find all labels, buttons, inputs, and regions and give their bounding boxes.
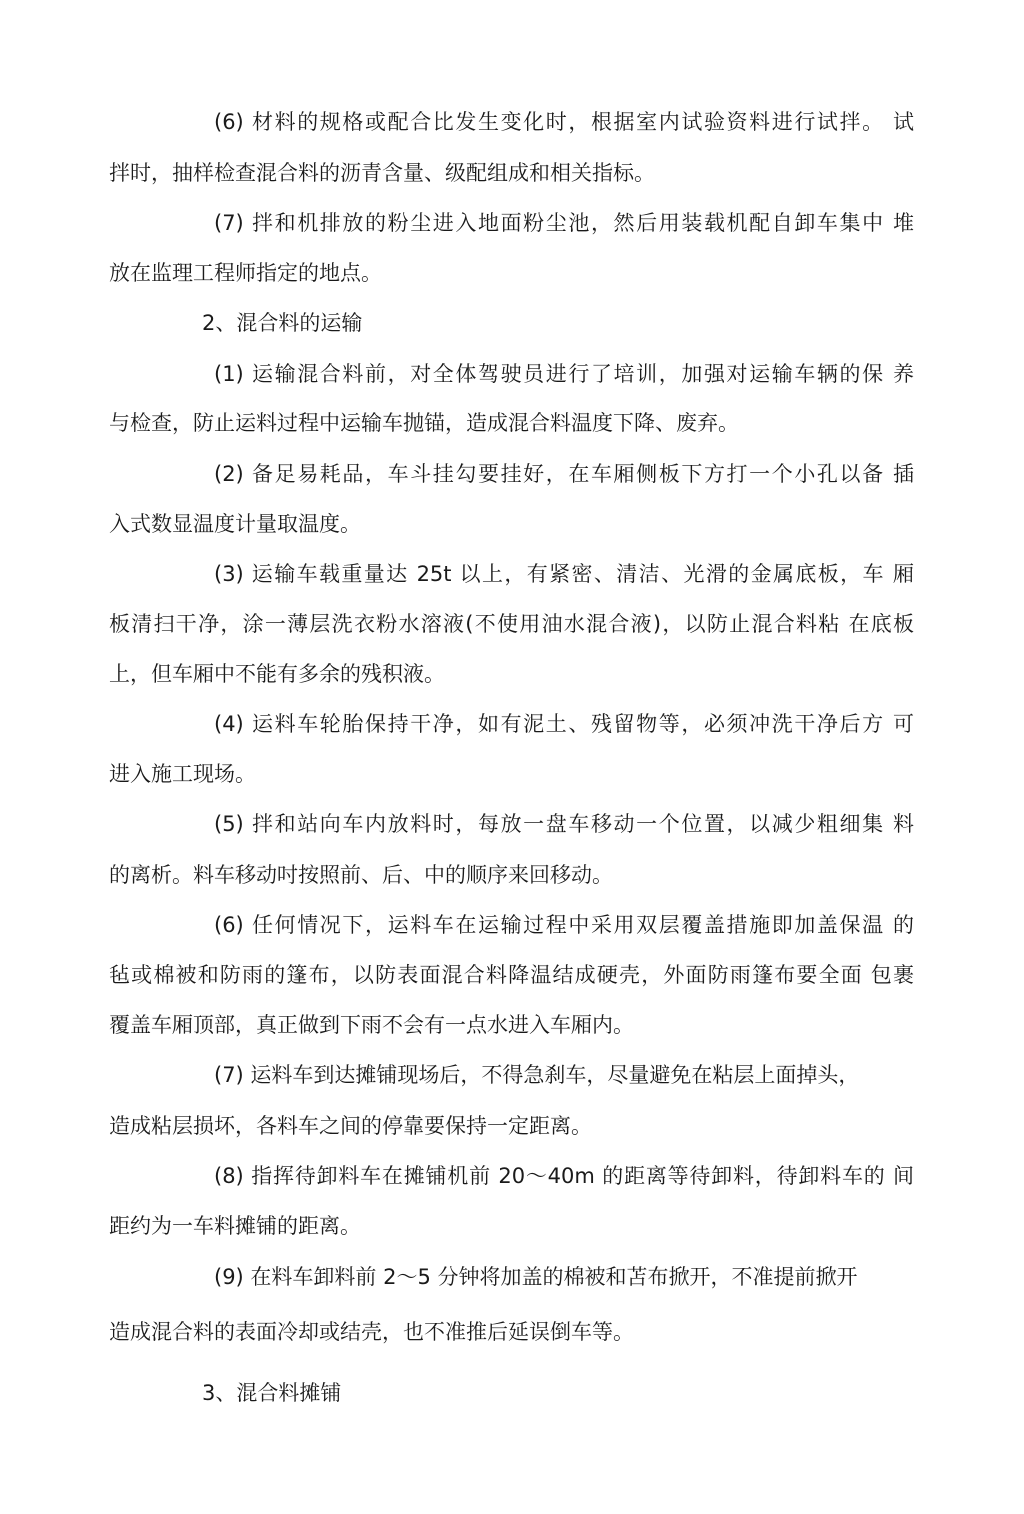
text-line: 的离析。料车移动吋按照前、后、中的顺序来回移动。 <box>109 863 613 887</box>
text-line: (7) 运料车到达摊铺现场后，不得急刹车，尽量避免在粘层上面掉头， <box>214 1063 860 1087</box>
text-line: (2) 备足易耗品，车斗挂勾要挂好，在车厢侧板下方打一个小孔以备 插 <box>214 462 914 486</box>
text-line: (3) 运输车载重量达 25t 以上，有紧密、清洁、光滑的金属底板，车 厢 <box>214 562 914 586</box>
text-line: (4) 运料车轮胎保持干净，如有泥土、残留物等，必须冲洗干净后方 可 <box>214 712 914 736</box>
text-line: 放在监理工程师指定的地点。 <box>109 261 382 285</box>
text-line: 距约为一车料摊铺的距离。 <box>109 1214 361 1238</box>
text-line: 覆盖车厢顶部，真正做到下雨不会有一点水进入车厢内。 <box>109 1013 634 1037</box>
text-line: (9) 在料车卸料前 2～5 分钟将加盖的棉被和苫布掀开，不准提前掀开 <box>214 1265 858 1289</box>
text-line: (6) 材料的规格或配合比发生变化时，根据室内试验资料进行试拌。 试 <box>214 110 914 134</box>
text-line: 板清扫干净，涂一薄层洗衣粉水溶液(不使用油水混合液)，以防止混合料粘 在底板 <box>109 612 914 636</box>
text-line: 拌时，抽样检查混合料的沥青含量、级配组成和相关指标。 <box>109 161 655 185</box>
text-line: (1) 运输混合料前，对全体驾驶员进行了培训，加强对运输车辆的保 养 <box>214 362 914 386</box>
text-line: (5) 拌和站向车内放料时，每放一盘车移动一个位置，以减少粗细集 料 <box>214 812 914 836</box>
text-line: 造成混合料的表面冷却或结壳，也不准推后延误倒车等。 <box>109 1320 634 1344</box>
text-line: 进入施工现场。 <box>109 762 256 786</box>
text-line: 造成粘层损坏，各料车之间的停靠要保持一定距离。 <box>109 1114 592 1138</box>
text-line: 与检查，防止运料过程中运输车抛锚，造成混合料温度下降、废弃。 <box>109 411 739 435</box>
text-line: (8) 指挥待卸料车在摊铺机前 20～40m 的距离等待卸料，待卸料车的 间 <box>214 1164 914 1188</box>
text-line: 入式数显温度计量取温度。 <box>109 512 361 536</box>
text-line: (7) 拌和机排放的粉尘进入地面粉尘池，然后用装载机配自卸车集中 堆 <box>214 211 914 235</box>
text-line: 上，但车厢中不能有多余的残积液。 <box>109 662 445 686</box>
text-line: 毡或棉被和防雨的篷布，以防表面混合料降温结成硬壳，外面防雨篷布要全面 包裹 <box>109 963 914 987</box>
section-heading: 2、混合料的运输 <box>202 311 363 335</box>
text-line: (6) 任何情况下，运料车在运输过程中采用双层覆盖措施即加盖保温 的 <box>214 913 914 937</box>
section-heading: 3、混合料摊铺 <box>202 1381 342 1405</box>
